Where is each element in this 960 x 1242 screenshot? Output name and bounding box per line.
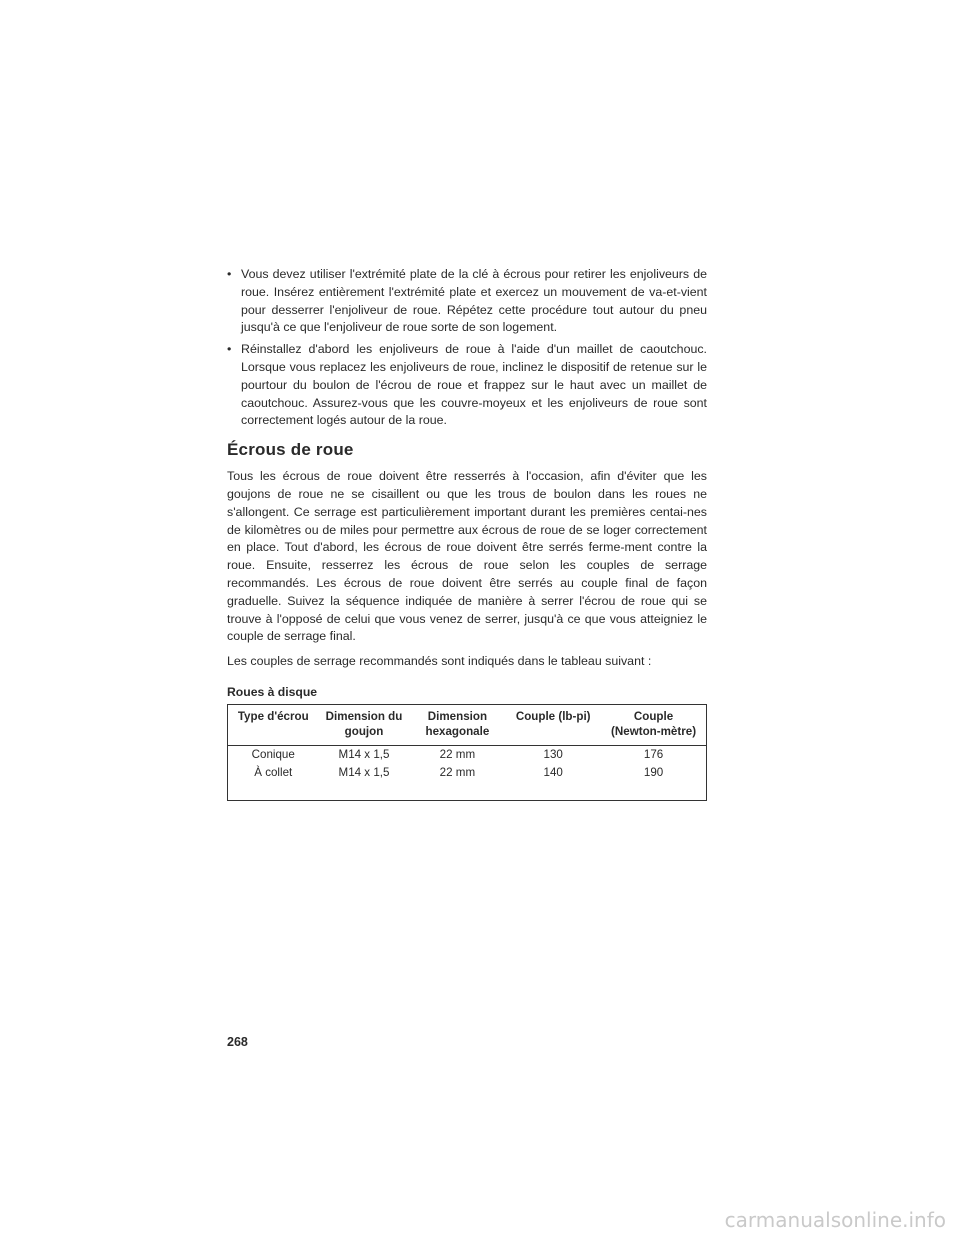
header-line: Dimension du xyxy=(325,709,403,723)
table-cell: 22 mm xyxy=(439,747,476,761)
table-title: Roues à disque xyxy=(227,684,318,699)
bullet-marker: • xyxy=(227,342,232,357)
header-line: Couple (lb-pi) xyxy=(515,709,591,723)
table-cell: 130 xyxy=(543,747,563,761)
table-cell: M14 x 1,5 xyxy=(338,765,390,779)
table-row xyxy=(228,745,707,764)
header-line: (Newton-mètre) xyxy=(611,724,697,738)
header-line: Type d'écrou xyxy=(237,709,309,723)
torque-table xyxy=(227,704,707,801)
body-paragraph: Tous les écrous de roue doivent être resserrés à l'occasion, afin d'éviter que les goujons de roue ne se cisaillent ou que les trous de boulon dans les roues ne s'allongent. Ce serrage est particulièrement important durant les premières centai-nes de kilomètres ou de miles pour permettre aux écrous de roue de se loger correctement en place. Tout d'abord, les écrous de roue doivent être serrés ferme-ment contre la roue. Ensuite, resserrez les écrous de roue selon les couples de serrage recommandés. Les écrous de roue doivent être serrés au couple final de façon graduelle. Suivez la séquence indiquée de manière à serrer l'écrou de roue qui se trouve à l'opposé de celui que vous venez de serrer, jusqu'à ce que vous atteigniez le couple de serrage final. xyxy=(227,469,707,644)
table-cell: M14 x 1,5 xyxy=(338,747,390,761)
table-header-cell xyxy=(319,704,410,745)
bullet-marker: • xyxy=(227,267,232,281)
table-header-cell xyxy=(410,704,506,745)
table-header-cell xyxy=(228,704,319,745)
header-line: hexagonale xyxy=(425,724,490,738)
table-cell: 22 mm xyxy=(439,765,476,779)
bullet-item xyxy=(227,266,707,337)
bullet-list xyxy=(227,266,707,430)
table-header-row xyxy=(228,704,707,745)
section-heading: Écrous de roue xyxy=(227,440,354,460)
bullet-text: Vous devez utiliser l'extrémité plate de la clé à écrous pour retirer les enjoliveurs de roue. Insérez entièrement l'extrémité plate et exercez un mouvement de va-et-vient pour desserrer l'enjoliveur de roue. Répétez cette procédure tout autour du pneu jusqu'à ce que l'enjoliveur de roue sorte de son logement. xyxy=(241,267,707,335)
header-line: Dimension xyxy=(427,709,488,723)
body-paragraph: Les couples de serrage recommandés sont indiqués dans le tableau suivant : xyxy=(227,654,652,669)
page-number: 268 xyxy=(227,1035,248,1049)
watermark-text: carmanualsonline.info xyxy=(724,1208,946,1232)
table-cell: Conique xyxy=(251,747,295,761)
bullet-text: Réinstallez d'abord les enjoliveurs de roue à l'aide d'un maillet de caoutchouc. Lorsque vous replacez les enjoliveurs de roue, inclinez le dispositif de retenue sur le pourtour du boulon de l'écrou de roue et frappez sur le haut avec un maillet de caoutchouc. Assurez-vous que les couvre-moyeux et les enjoliveurs de roue sont correctement logés autour de la roue. xyxy=(241,342,707,428)
header-line: goujon xyxy=(344,724,384,738)
table-header-cell xyxy=(601,704,706,745)
table-cell: 140 xyxy=(543,765,563,779)
page-content xyxy=(227,266,707,801)
bullet-item xyxy=(227,341,707,430)
table-cell: 176 xyxy=(643,747,664,761)
table-cell: À collet xyxy=(254,765,293,779)
table-row xyxy=(228,764,707,801)
table-cell: 190 xyxy=(643,765,664,779)
table-header-cell xyxy=(505,704,601,745)
header-line: Couple xyxy=(633,709,674,723)
